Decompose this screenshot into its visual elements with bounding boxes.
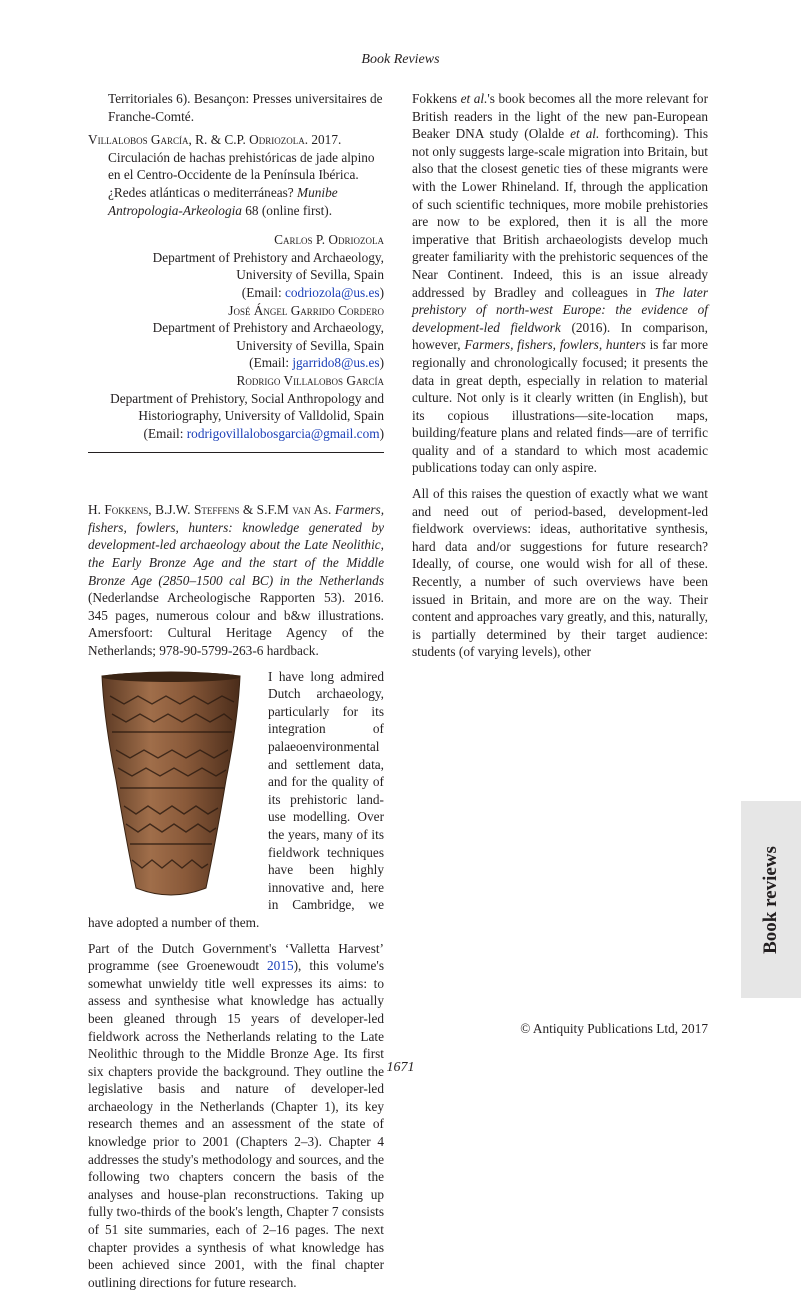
left-column [88,90,384,1299]
reviewer-dept: Department of Prehistory and Archaeology, [152,249,384,265]
running-head: Book Reviews [361,52,440,67]
page-number: 1671 [386,1060,415,1075]
email-link[interactable]: rodrigovillalobosgarcia@gmail.com [186,425,380,441]
reviewer-email-line: (Email: rodrigovillalobosgarcia@gmail.com) [143,425,384,441]
reference-continuation: Territoriales 6). Besançon: Presses universitaires de Franche-Comté. [108,91,383,124]
book-details: (Nederlandse Archeologische Rapporten 53). 2016. 345 pages, numerous colour and b&w illustrations. Amersfoort: Cultural Heritage Agency of the Netherlands; 978-90-5799-263-6 hardback. [88,590,384,659]
body-paragraph: Fokkens et al.'s book becomes all the more relevant for British readers in the light of the new pan-European Beaker DNA study (Olalde et al. forthcoming). This not only suggests large-scale migration into Britain, but also that the closest genetic ties of these migrants were with the Lower Rhineland. If, through the application of such scientific techniques, more mobile prehistories are now to be explored, then it is all the more imperative that British archaeologists develop much greater familiarity with the prehistoric sequences of the Near Continent. Indeed, this is an issue already addressed by Bradley and colleagues in The later prehistory of north-west Europe: the evidence of development-led fieldwork (2016). In comparison, however, Farmers, fishers, fowlers, hunters is far more regionally and chronologically focused; it presents the data in great depth, especially in relation to material culture. Not only is it clearly written (in English), but its copious illustrations—site-location maps, building/feature plans and related finds—are of terrific quality and of a standard to which most academic publications today can only aspire. [412,91,709,476]
body-paragraph: All of this raises the question of exactly what we want and need out of period-based, development-led fieldwork overviews: ideas, authoritative synthesis, hard data and/or suggestions for future research? Ideally, of course, one would wish for all of these. Recently, a number of such overviews have been issued in Britain, and more are on the way. Their content and approaches vary greatly, and this, naturally, is partially determined by their target audience: students (of varying levels), other [412,486,708,660]
body-paragraph: I have long admired Dutch archaeology, particularly for its integration of palaeoenvironmental and settlement data, and for the quality of its prehistoric land-use modelling. Over the years, many of its fieldwork techniques have been highly innovative and, here in Cambridge, we have adopted a number of them. [88,668,384,930]
beaker-pot-image [88,670,254,902]
reviewer-univ: University of Sevilla, Spain [236,267,384,283]
reference-entry [88,131,384,219]
reviewer-univ: University of Sevilla, Spain [236,337,384,353]
body-paragraph: Part of the Dutch Government's ‘Valletta Harvest’ programme (see Groenewoudt 2015), this volume's somewhat unwieldy title well expresses its aims: to assess and synthesise what knowledge has actually been gleaned through 15 years of developer-led fieldwork across the Netherlands relating to the Late Neolithic through to the Middle Bronze Age. Its first six chapters provide the background. They outline the legislative basis and nature of developer-led archaeology in the Netherlands (Chapter 1), its key research themes and an assessment of the state of knowledge prior to 2001 (Chapters 2–3). Chapter 4 addresses the study's methodology and sources, and the following two chapters concern the basis of the analyses and house-plan reconstructions. Taking up fully two-thirds of the book's length, Chapter 7 consists of 51 site summaries, each of 2–16 pages. The next chapter provides a synthesis of what knowledge has been achieved since 2001, with the final chapter outlining directions for future research. [88,940,384,1290]
side-tab-label: Book reviews [760,845,781,954]
reviewer-name: Rodrigo Villalobos García [236,372,384,388]
reviewer-univ: Historiography, University of Valldolid, Spain [138,408,384,424]
right-column [412,90,708,669]
reviewer-email-line: (Email: jgarrido8@us.es) [249,355,384,371]
section-side-tab [741,801,801,998]
book-title: Farmers, fishers, fowlers, hunters: knowledge generated by development-led archaeology about the Late Neolithic, the Early Bronze Age and the start of the Middle Bronze Age (2850–1500 cal BC) in the Netherlands [88,502,385,588]
book-citation [88,501,384,659]
beaker-pot-figure [88,670,254,902]
book-authors: H. Fokkens, B.J.W. Steffens & S.F.M van As. [88,502,332,518]
email-link[interactable]: codriozola@us.es [284,284,380,300]
reviewer-affiliations [88,231,384,442]
reviewer-dept: Department of Prehistory and Archaeology, [152,320,384,336]
reference-author: Villalobos García, R. & C.P. Odriozola [88,132,305,148]
reviewer-name: José Ángel Garrido Cordero [228,302,384,318]
reviewer-email-line: (Email: codriozola@us.es) [241,284,384,300]
reference-journal: Munibe Antropologia-Arkeologia [108,184,338,218]
section-divider [88,452,384,453]
reference-tail: 68 (online first). [241,202,333,218]
copyright-notice: © Antiquity Publications Ltd, 2017 [520,1021,708,1036]
reference-text: . 2017. Circulación de hachas prehistóricas de jade alpino en el Centro-Occidente de la Península Ibérica. ¿Redes atlánticas o mediterráneas? [108,132,375,200]
citation-link[interactable]: 2015 [267,958,294,974]
reviewer-dept: Department of Prehistory, Social Anthropology and [110,390,384,406]
reviewer-name: Carlos P. Odriozola [274,232,384,248]
email-link[interactable]: jgarrido8@us.es [292,355,380,371]
